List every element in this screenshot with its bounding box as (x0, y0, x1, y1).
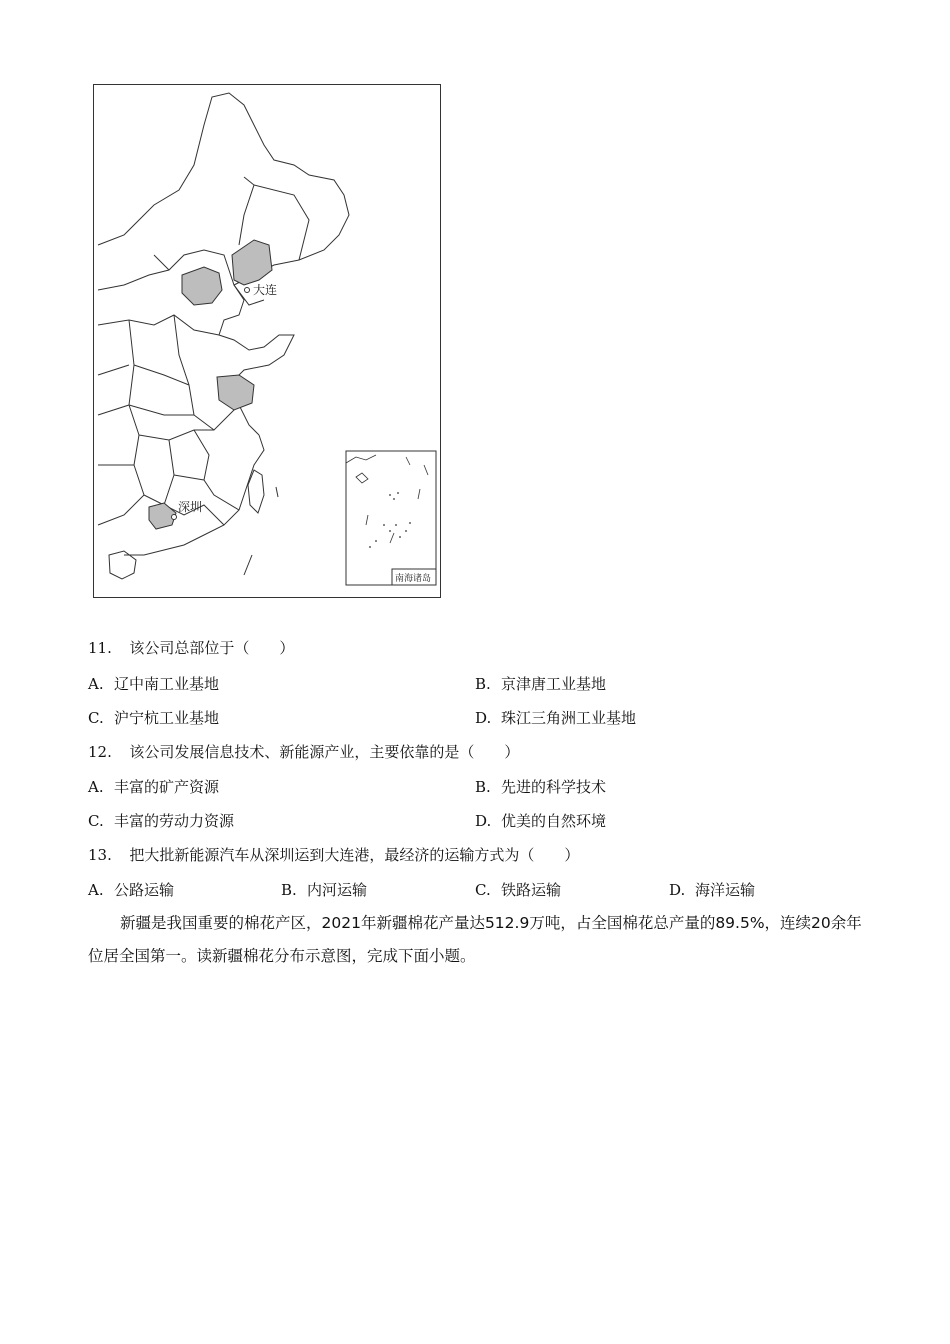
option-letter: B. (475, 675, 491, 693)
option-12-a[interactable] (88, 777, 219, 797)
huningHang-region (217, 375, 254, 410)
option-letter: D. (475, 709, 492, 727)
option-13-d[interactable] (669, 880, 755, 900)
question-number: 12. (88, 743, 112, 761)
dalian-dot (245, 288, 250, 293)
option-text: 丰富的矿产资源 (114, 778, 220, 796)
question-12 (88, 742, 519, 762)
liaozhongnan-region (232, 240, 272, 285)
option-letter: B. (281, 881, 297, 899)
option-12-d[interactable] (475, 811, 606, 831)
northeast-outline (98, 93, 349, 285)
option-text: 优美的自然环境 (501, 812, 607, 830)
inset-label: 南海诸岛 (395, 574, 432, 584)
option-text: 铁路运输 (501, 881, 562, 899)
question-text: 该公司发展信息技术、新能源产业，主要依靠的是（ ） (129, 743, 520, 761)
shenzhen-dot (172, 515, 177, 520)
map-drawing (94, 85, 442, 599)
question-number: 13. (88, 846, 112, 864)
question-text: 把大批新能源汽车从深圳运到大连港，最经济的运输方式为（ ） (129, 846, 580, 864)
option-11-a[interactable] (88, 674, 219, 694)
option-text: 海洋运输 (695, 881, 756, 899)
paragraph-text: 新疆是我国重要的棉花产区，2021年新疆棉花产量达512.9万吨，占全国棉花总产量的89.5%，连续20余年位居全国第一。读新疆棉花分布示意图，完成下面小题。 (88, 914, 862, 965)
option-11-d[interactable] (475, 708, 636, 728)
bohai-coast (219, 285, 294, 435)
option-12-c[interactable] (88, 811, 234, 831)
question-text: 该公司总部位于（ ） (129, 639, 295, 657)
question-13 (88, 845, 579, 865)
question-11 (88, 638, 294, 658)
option-text: 丰富的劳动力资源 (114, 812, 235, 830)
dalian-label: 大连 (253, 283, 278, 297)
intro-paragraph (88, 907, 868, 973)
question-number: 11. (88, 639, 112, 657)
option-letter: C. (475, 881, 491, 899)
option-13-c[interactable] (475, 880, 561, 900)
south-china-sea-inset (346, 451, 436, 585)
option-letter: A. (88, 881, 104, 899)
option-11-b[interactable] (475, 674, 606, 694)
option-letter: A. (88, 778, 104, 796)
option-text: 沪宁杭工业基地 (114, 709, 220, 727)
option-text: 京津唐工业基地 (501, 675, 607, 693)
option-letter: D. (669, 881, 686, 899)
option-text: 内河运输 (307, 881, 368, 899)
option-text: 辽中南工业基地 (114, 675, 220, 693)
china-industrial-base-map (93, 84, 441, 598)
option-letter: B. (475, 778, 491, 796)
option-text: 先进的科学技术 (501, 778, 607, 796)
option-text: 公路运输 (114, 881, 175, 899)
option-11-c[interactable] (88, 708, 219, 728)
option-13-b[interactable] (281, 880, 367, 900)
option-letter: C. (88, 812, 104, 830)
shenzhen-label: 深圳 (178, 500, 203, 514)
jingjintang-region (182, 267, 222, 305)
option-letter: C. (88, 709, 104, 727)
option-text: 珠江三角洲工业基地 (501, 709, 637, 727)
option-letter: A. (88, 675, 104, 693)
option-12-b[interactable] (475, 777, 606, 797)
option-13-a[interactable] (88, 880, 174, 900)
option-letter: D. (475, 812, 492, 830)
